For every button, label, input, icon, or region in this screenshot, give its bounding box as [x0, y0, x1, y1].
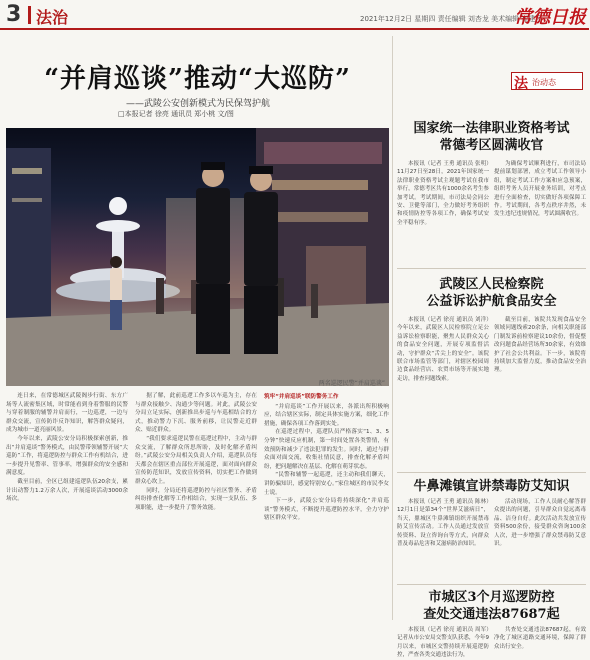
- sidebar-headline: [393, 120, 590, 154]
- paragraph: 连日来，在常德城区武陵阁步行街、东方广场等人流密集区域，时常能看到身着警服的民警与穿着制服的辅警并肩而行，一边巡逻，一边与群众交流，宣传防诈反诈知识，解答群众疑问，成为城市一道亮丽风景。: [6, 393, 128, 434]
- headline-line: 市城区3个月巡逻防控: [428, 590, 555, 605]
- headline-line: 武陵区人民检察院: [439, 277, 544, 292]
- headline-line: 公益诉讼护航食品安全: [426, 294, 557, 309]
- ribbon-label: 治动态: [532, 78, 556, 87]
- headline-line: 牛鼻滩镇宣讲禁毒防艾知识: [413, 479, 570, 494]
- lead-article: [6, 36, 389, 616]
- lead-column-1: [6, 392, 128, 616]
- headline-line: 常德考区圆满收官: [439, 138, 544, 153]
- lead-subtitle: ——武陵公安创新模式为民保驾护航: [126, 99, 271, 109]
- paragraph: “我们要求巡逻民警在巡逻过程中，主动与群众交流，了解群众所思所盼，及时化解矛盾纠纷。”武陵公安分局相关负责人介绍，巡逻队员每天都会在辖区重点部位开展巡逻，面对面向群众宣传防范知识，发放宣传资料，切实把工作做到群众心坎上。: [135, 435, 257, 485]
- article-divider: [397, 268, 586, 269]
- section-divider: [28, 6, 31, 24]
- article-column: [397, 160, 489, 260]
- issue-meta: 2021年12月2日 星期四 责任编辑 刘杏龙 美术编辑 崔建萍: [360, 15, 543, 23]
- lead-column-2: [135, 392, 257, 616]
- paragraph: 在巡逻过程中，巡逻队员严格落实“1、3、5分钟”快速反应机制，第一时间处置各类警情，有效预防和减少了违法犯罪的发生。同时，通过与群众面对面交流，收集社情民意，排查化解矛盾纠纷，把问题解决在基层、化解在萌芽状态。: [264, 429, 389, 470]
- news-sidebar: [392, 36, 589, 659]
- night-patrol-scene: [6, 128, 389, 386]
- paragraph: 今年以来，武陵公安分局积极探索创新，推出“并肩巡谈”警务模式，由民警带领辅警开展“大巡防”工作，将巡逻防控与群众工作有机结合，进一步提升见警率、管事率，增强群众的安全感和满意度。: [6, 435, 128, 477]
- article-column: [494, 626, 586, 656]
- article-column: [494, 316, 586, 466]
- paragraph: 为确保考试顺利进行，市司法局提前谋划部署，成立考试工作领导小组，制定考试工作方案和应急预案，组织考务人员开展业务培训，对考点进行全面检查，切实做好各项保障工作。考试期间，各考点秩序井然，未发生违纪违规情况，考试圆满收官。: [494, 161, 586, 218]
- masthead-logo: 常德日报: [514, 7, 586, 28]
- lead-headline: “并肩巡谈”推动“大巡防”: [44, 64, 351, 94]
- sidebar-headline: [393, 589, 590, 623]
- paragraph: 本报讯（记者 徐亮 通讯员 周军）记者从市公安局交警支队获悉，今年9月以来，市城区交警持续开展巡逻防控，严查各类交通违法行为，: [397, 627, 489, 659]
- sidebar-headline: [393, 276, 590, 310]
- page-number: 3: [6, 2, 22, 27]
- paragraph: 截至目前，该院共发现食品安全领域问题线索20余条，向相关职能部门制发诉前检察建议10余份，督促整改问题食品经营场所30余家，有效维护了社会公共利益。下一步，该院将持续加大监督力度，推动食品安全治理。: [494, 317, 586, 374]
- section-subhead: 筑牢“并肩巡谈”联防警务工作: [264, 394, 339, 400]
- paragraph: 活动现场，工作人员耐心解答群众提出的问题，引导群众自觉远离毒品、洁身自好。此次活动共发放宣传资料500余份，接受群众咨询100余人次，进一步增强了群众禁毒防艾意识。: [494, 499, 586, 548]
- paragraph: 本报讯（记者 徐亮 通讯员 刘洋）今年以来，武陵区人民检察院立足公益诉讼检察职能，聚焦人民群众关心的食品安全问题，开展专项监督活动，守护群众“舌尖上的安全”。该院联合市场监管等部门，对辖区校园周边食品经营店、农贸市场等开展实地走访，排查问题线索。: [397, 317, 489, 382]
- article-column: [494, 498, 586, 580]
- lead-byline: □本报记者 徐亮 通讯员 郑小桃 文/图: [118, 110, 234, 118]
- article-column: [494, 160, 586, 260]
- paragraph: 同时，分局还将巡逻防控与社区警务、矛盾纠纷排查化解等工作相结合，实现一支队伍、多项职能，进一步提升了警务效能。: [135, 487, 257, 511]
- article-column: [397, 626, 489, 659]
- paragraph: 据了解，此前巡逻工作多以车巡为主，存在与群众接触少、沟通少等问题。对此，武陵公安分局立足实际，创新推出步巡与车巡相结合的方式，推动警力下沉、服务前移，让民警走近群众、贴近群众。: [135, 393, 257, 434]
- article-divider: [397, 472, 586, 473]
- lead-photo: [6, 128, 389, 386]
- paragraph: 下一步，武陵公安分局将持续深化“并肩巡谈”警务模式，不断提升巡逻防控水平，全力守护辖区群众平安。: [264, 498, 389, 522]
- headline-line: 国家统一法律职业资格考试: [413, 121, 570, 136]
- paragraph: 截至目前，全区已组建巡逻队伍20余支，累计出动警力1.2万余人次，开展巡谈活动3000余场次。: [6, 478, 128, 503]
- headline-line: 查处交通违法87687起: [423, 607, 560, 622]
- paragraph: “并肩巡谈”工作开展以来，各派出所积极响应，结合辖区实际，制定具体实施方案，细化工作措施，确保各项工作落到实处。: [264, 403, 389, 427]
- article-divider: [397, 584, 586, 585]
- paragraph: “民警和辅警一起巡逻，还主动和我们聊天，讲防骗知识，感觉特别安心。”家住城区的市民李女士说。: [264, 472, 389, 496]
- article-column: [397, 498, 489, 580]
- paragraph: 共查处交通违法87687起，有效净化了城区道路交通环境，保障了群众出行安全。: [494, 627, 586, 650]
- photo-caption: 两名巡逻民警“并肩巡谈”: [318, 380, 385, 387]
- paragraph: 本报讯（记者 王勇 通讯员 陈林）12月1日是第34个“世界艾滋病日”，当天，鼎城区牛鼻滩镇组织开展禁毒防艾宣传活动。工作人员通过发放宣传资料、设立咨询台等方式，向群众普及毒品危害和艾滋病防治知识。: [397, 499, 489, 548]
- ribbon-emblem: 法: [514, 76, 528, 92]
- lead-column-3: [264, 392, 389, 616]
- page-header: [0, 0, 589, 30]
- article-column: [397, 316, 489, 466]
- legal-news-ribbon: [511, 72, 583, 90]
- section-name: 法治: [36, 8, 69, 27]
- paragraph: 本报讯（记者 王勇 通讯员 张明）11月27日至28日，2021年国家统一法律职业资格考试主观题考试在我市举行，常德考区共有1000余名考生参加考试。考试期间，市司法局会同公安、卫健等部门，全力做好考务组织和疫情防控等各项工作，确保考试安全平稳有序。: [397, 161, 489, 226]
- sidebar-headline: [393, 478, 590, 495]
